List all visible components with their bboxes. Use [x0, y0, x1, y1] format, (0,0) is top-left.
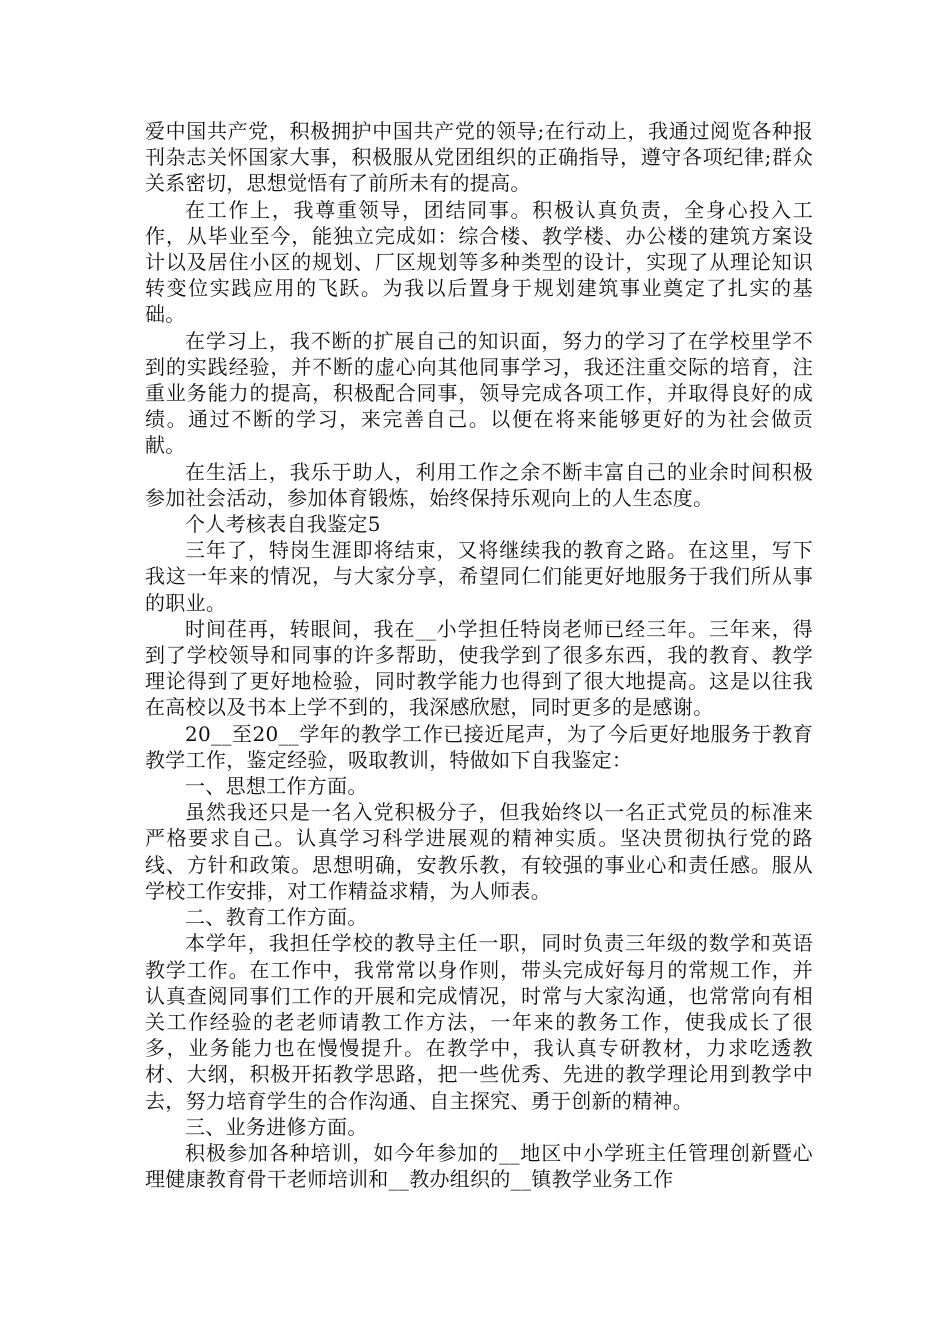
paragraph-political-attitude: 爱中国共产党，积极拥护中国共产党的领导;在行动上，我通过阅览各种报刊杂志关怀国家大事，积极服从党团组织的正确指导，遵守各项纪律;群众关系密切，思想觉悟有了前所未有的提高。	[145, 119, 813, 196]
paragraph-three-years: 时间荏再，转眼间，我在__小学担任特岗老师已经三年。三年来，得到了学校领导和同事的许多帮助，使我学到了很多东西，我的教育、教学理论得到了更好地检验，同时教学能力也得到了很大地提高。这是以往我在高校以及书本上学不到的，我深感欣慰，同时更多的是感谢。	[145, 616, 813, 720]
paragraph-school-year: 20__至20__学年的教学工作已接近尾声，为了今后更好地服务于教育教学工作，鉴定经验，吸取教训，特做如下自我鉴定：	[145, 721, 813, 772]
paragraph-study: 在学习上，我不断的扩展自己的知识面，努力的学习了在学校里学不到的实践经验，并不断的虚心向其他同事学习，我还注重交际的培育，注重业务能力的提高，积极配合同事，领导完成各项工作，并取得良好的成绩。通过不断的学习，来完善自己。以便在将来能够更好的为社会做贡献。	[145, 328, 813, 458]
paragraph-intro: 三年了，特岗生涯即将结束，又将继续我的教育之路。在这里，写下我这一年来的情况，与大家分享，希望同仁们能更好地服务于我们所从事的职业。	[145, 538, 813, 615]
document-body	[145, 118, 813, 1192]
paragraph-education-work: 本学年，我担任学校的教导主任一职，同时负责三年级的数学和英语教学工作。在工作中，我常常以身作则，带头完成好每月的常规工作，并认真查阅同事们工作的开展和完成情况，时常与大家沟通，也常常向有相关工作经验的老老师请教工作方法，一年来的教务工作，使我成长了很多，业务能力也在慢慢提升。在教学中，我认真专研教材，力求吃透教材、大纲，积极开拓教学思路，把一些优秀、先进的教学理论用到教学中去，努力培育学生的合作沟通、自主探究、勇于创新的精神。	[145, 931, 813, 1113]
section-heading-appraisal-5: 个人考核表自我鉴定5	[185, 512, 381, 537]
paragraph-professional-training: 积极参加各种培训，如今年参加的__地区中小学班主任管理创新暨心理健康教育骨干老师培训和__教办组织的__镇教学业务工作	[145, 1140, 813, 1192]
paragraph-work: 在工作上，我尊重领导，团结同事。积极认真负责，全身心投入工作，从毕业至今，能独立完成如：综合楼、教学楼、办公楼的建筑方案设计以及居住小区的规划、厂区规划等多种类型的设计，实现了从理论知识转变位实践应用的飞跃。为我以后置身于规划建筑事业奠定了扎实的基础。	[145, 197, 813, 327]
heading-professional-training: 三、业务进修方面。	[185, 1114, 368, 1139]
heading-ideological-work: 一、思想工作方面。	[185, 774, 368, 799]
paragraph-life: 在生活上，我乐于助人，利用工作之余不断丰富自己的业余时间积极参加社会活动，参加体育锻炼，始终保持乐观向上的人生态度。	[145, 459, 813, 510]
heading-education-work: 二、教育工作方面。	[185, 905, 368, 930]
paragraph-ideological-work: 虽然我还只是一名入党积极分子，但我始终以一名正式党员的标准来严格要求自己。认真学习科学进展观的精神实质。坚决贯彻执行党的路线、方针和政策。思想明确，安教乐教，有较强的事业心和责任感。服从学校工作安排，对工作精益求精，为人师表。	[145, 800, 813, 903]
